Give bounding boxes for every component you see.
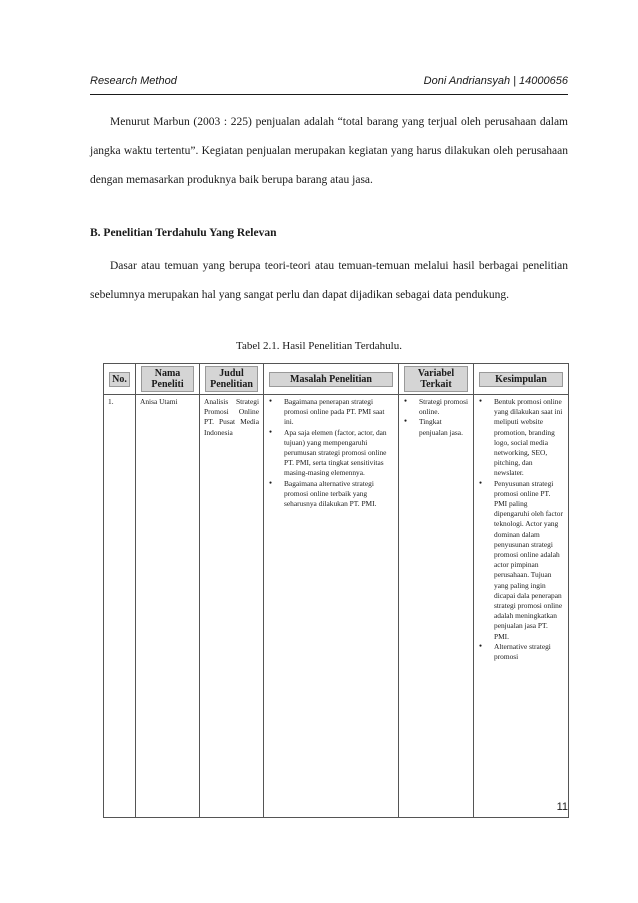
variabel-item: ● Tingkat penjualan jasa. bbox=[403, 417, 469, 437]
paragraph-previous-research: Dasar atau temuan yang berupa teori-teori atau temuan-temuan melalui hasil berbagai penelitian sebelumnya merupakan hal yang sangat perlu dan dapat dijadikan sebagai data pendukung. bbox=[90, 260, 568, 301]
cell-no: 1. bbox=[104, 395, 136, 818]
variabel-item: ● Strategi promosi online. bbox=[403, 397, 469, 417]
research-table bbox=[103, 363, 569, 818]
masalah-item: ● Apa saja elemen (factor, actor, dan tujuan) yang mempengaruhi perumusan strategi promosi online PT. PMI, serta tingkat sensitivitas masing-masing elemennya. bbox=[268, 428, 394, 479]
kesimpulan-item: ● Bentuk promosi online yang dilakukan saat ini meliputi website promotion, branding logo, social media networking, SEO, pitching, dan newslater. bbox=[478, 397, 564, 479]
header-author: Doni Andriansyah | 14000656 bbox=[423, 75, 568, 87]
masalah-item: ● Bagaimana penerapan strategi promosi online pada PT. PMI saat ini. bbox=[268, 397, 394, 428]
table-caption: Tabel 2.1. Hasil Penelitian Terdahulu. bbox=[236, 340, 402, 352]
header-kesimpulan: Kesimpulan bbox=[474, 364, 569, 395]
header-variabel-terkait: Variabel Terkait bbox=[399, 364, 474, 395]
header-masalah-penelitian: Masalah Penelitian bbox=[264, 364, 399, 395]
header-judul-penelitian: Judul Penelitian bbox=[200, 364, 264, 395]
cell-kesimpulan bbox=[474, 395, 569, 818]
kesimpulan-item: ● Penyusunan strategi promosi online PT. PMI paling dipengaruhi oleh factor teknologi. Actor yang dominan dalam penyusunan strategi promosi online adalah actor pimpinan perusahaan. Tujuan yang paling ingin dicapai dala penerapan strategi promosi online adalah meningkatkan penjualan jasa PT. PMI. bbox=[478, 479, 564, 642]
paragraph-sales-definition: Menurut Marbun (2003 : 225) penjualan adalah “total barang yang terjual oleh perusahaan dalam jangka waktu tertentu”. Kegiatan penjualan merupakan kegiatan yang harus dilakukan oleh perusahaan dengan memasarkan produknya baik berupa barang atau jasa. bbox=[90, 116, 568, 186]
cell-masalah bbox=[264, 395, 399, 818]
header-title: Research Method bbox=[90, 75, 177, 87]
section-heading: B. Penelitian Terdahulu Yang Relevan bbox=[90, 227, 277, 239]
cell-nama: Anisa Utami bbox=[136, 395, 200, 818]
table-row bbox=[104, 395, 569, 818]
kesimpulan-item: ● Alternative strategi promosi bbox=[478, 642, 564, 662]
page-header bbox=[90, 70, 568, 95]
cell-judul: Analisis Strategi Promosi Online PT. Pusat Media Indonesia bbox=[200, 395, 264, 818]
masalah-item: ● Bagaimana alternative strategi promosi online terbaik yang seharusnya dilakukan PT. PMI. bbox=[268, 479, 394, 510]
header-nama-peneliti: Nama Peneliti bbox=[136, 364, 200, 395]
page-number: 11 bbox=[556, 801, 568, 813]
header-no: No. bbox=[104, 364, 136, 395]
cell-variabel bbox=[399, 395, 474, 818]
table-header-row bbox=[104, 364, 569, 395]
